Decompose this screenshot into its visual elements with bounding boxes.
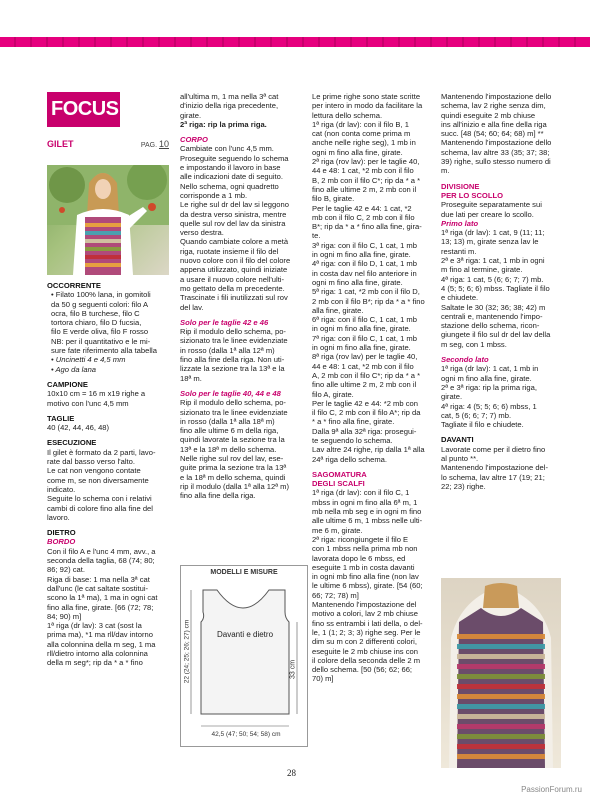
solo2-line: Nelle righe sul rov del lav, ese- xyxy=(180,453,284,463)
c3-line: 6ª riga: con il filo C, 1 cat, 1 mb xyxy=(312,315,417,325)
primo-line: e chiudete. xyxy=(441,293,479,303)
article-title: GILET xyxy=(47,139,74,149)
c3-line: ogni m fino alla fine, girate. xyxy=(312,147,403,157)
c3-line: 8ª riga (rov lav) per le taglie 40, xyxy=(312,352,418,362)
davanti-line: Mantenendo l'impostazione del- xyxy=(441,463,548,473)
corpo-line: Quando cambiate colore a metà xyxy=(180,237,289,247)
esec-line: lavoro. xyxy=(47,512,70,522)
corpo-line: Nello schema, ogni quadretto xyxy=(180,181,279,191)
esec-line: rate dal basso verso l'alto. xyxy=(47,457,135,467)
primo-line: 4 (5; 5; 6; 6) mbss. Tagliate il filo xyxy=(441,283,550,293)
sagomatura-title: SAGOMATURA xyxy=(312,469,367,479)
column-3 xyxy=(312,92,434,684)
solo1-line: fino alla fine della riga. Non uti- xyxy=(180,355,285,365)
page-ref-number: 10 xyxy=(158,139,169,149)
sago-line: motivo a colori, lav 2 mb chiuse xyxy=(312,609,418,619)
c3-line: 24ª riga dello schema. xyxy=(312,454,387,464)
corpo-line: appena utilizzato, quindi iniziate xyxy=(180,265,288,275)
c3-line: alla fine, girate. xyxy=(312,305,364,315)
camp-line: motivo con l'unc 4,5 mm xyxy=(47,398,129,408)
sagomatura-title-2: DEGLI SCALFI xyxy=(312,479,365,489)
solo1-line: Rip il modulo dello schema, po- xyxy=(180,327,286,337)
solo1-line: in rosso (dalla 1ª alla 12ª m) xyxy=(180,345,275,355)
sago-line: con 1 mbss nella prima mb non xyxy=(312,544,418,554)
c3-line: * a * fino alla fine, girate. xyxy=(312,417,395,427)
primo-line: 1ª riga (dr lav): 1 cat, 9 (11; 11; xyxy=(441,228,545,238)
primo-line: 4ª riga: 1 cat, 5 (6; 6; 7; 7) mb. xyxy=(441,274,544,284)
bordo-line: 84; 90) m] xyxy=(47,611,82,621)
sago-line: Mantenendo l'impostazione del xyxy=(312,600,417,610)
corpo-line: Le righe sul dr del lav si leggono xyxy=(180,200,289,210)
c4-line: schema, lav 2 righe senza dim, xyxy=(441,101,546,111)
c3-line: il filo C, 2 mb con il filo A*; rip da xyxy=(312,408,421,418)
primo-line: 13; 13) m, girate senza lav le xyxy=(441,237,539,247)
diagram-title: MODELLI E MISURE xyxy=(210,569,278,576)
solo2-line: in rosso (dalla 1ª alla 18ª m) xyxy=(180,416,275,426)
bordo-line: rll/dietro intorno alla colonnina xyxy=(47,648,148,658)
c2-line: all'ultima m, 1 ma nella 3ª cat xyxy=(180,92,279,101)
sago-line: eseguite 1 mb in costa davanti xyxy=(312,562,415,572)
c2-line: 2ª riga: rip la prima riga. xyxy=(180,119,267,129)
sago-line: mbss in ogni m fino alla 6ª m, 1 xyxy=(312,497,418,507)
secondo-line: cat, 5 (6; 6; 7; 7) mb. xyxy=(441,410,512,420)
c3-line: fino alle ultime 2 m, 2 mb con il xyxy=(312,380,417,390)
c3-line: Per le taglie 42 e 44: *2 mb con xyxy=(312,398,418,408)
sago-line: me 6 m, girate. xyxy=(312,525,363,535)
secondo-lato-title: Secondo lato xyxy=(441,355,489,365)
bordo-line: 1ª riga (dr lav): 3 cat (sost la xyxy=(47,621,142,631)
page-ref xyxy=(141,140,169,150)
primo-line: Saltate le 30 (32; 36; 38; 42) m xyxy=(441,302,546,312)
section-title-box xyxy=(47,92,120,127)
solo1-line: sizionato tra le linee evidenziate xyxy=(180,336,288,346)
solo2-line: 13ª e la 18ª m dello schema. xyxy=(180,444,277,454)
corpo-line: a usare il nuovo colore nell'ulti- xyxy=(180,274,285,284)
campione-title: CAMPIONE xyxy=(47,379,88,389)
secondo-line: girate. xyxy=(441,392,463,402)
c3-line: 5ª riga: 1 cat, *2 mb con il filo D, xyxy=(312,287,420,297)
solo1-line: 18ª m. xyxy=(180,373,202,383)
occ-line: tortora chiaro, filo D fucsia, xyxy=(51,318,142,328)
esec-line: Le cat non vengono contate xyxy=(47,466,141,476)
corpo-line: corrisponde a 1 mb. xyxy=(180,190,248,200)
c3-line: mb con il filo C, 2 mb con il filo xyxy=(312,212,415,222)
c3-line: B*; rip da * a * fino alla fine, gira- xyxy=(312,222,422,232)
div-line: Proseguite separatamente sui xyxy=(441,200,542,210)
occ-line: ocra, filo B turchese, filo C xyxy=(51,308,140,318)
corpo-line: Trascinate i fili inutilizzati sul rov xyxy=(180,293,288,303)
bordo-line: Riga di base: 1 ma nella 3ª cat xyxy=(47,574,150,584)
c3-line: cat (non conta come prima m xyxy=(312,129,411,139)
bordo-line: dall'unc (le cat saltate sostitui- xyxy=(47,583,149,593)
solo1-title: Solo per le taglie 42 e 46 xyxy=(180,317,269,327)
c3-line: fino alle ultime 2 m, 2 mb con il xyxy=(312,184,417,194)
corpo-line: e impostando il lavoro in base xyxy=(180,163,281,173)
c3-line: 7ª riga: con il filo C, 1 cat, 1 mb xyxy=(312,333,417,343)
bordo-line: Con il filo A e l'unc 4 mm, avv., a xyxy=(47,546,156,556)
c3-line: 2 mb con il filo B*; rip da * a * fino xyxy=(312,296,425,306)
c3-line: te seguendo lo schema. xyxy=(312,435,393,445)
corpo-line: nuovo colore con il filo del colore xyxy=(180,256,291,266)
secondo-line: 2ª e 3ª riga: rip la prima riga, xyxy=(441,382,537,392)
watermark: PassionForum.ru xyxy=(521,785,582,794)
c3-line: 3ª riga: con il filo C, 1 cat, 1 mb xyxy=(312,240,417,250)
top-stripe xyxy=(0,37,590,47)
occorrente-title: OCCORRENTE xyxy=(47,281,102,290)
sago-line: in ogni mb fino alla fine (non lav xyxy=(312,572,419,582)
dietro-title: DIETRO xyxy=(47,528,76,538)
c4-line: schema, lav altre 33 (35; 37; 38; xyxy=(441,147,550,157)
c4-line: 39) righe, sullo stesso numero di xyxy=(441,157,551,167)
bordo-line: 86; 92) cat. xyxy=(47,565,85,575)
c3-line: Dalla 9ª alla 32ª riga: prosegui- xyxy=(312,426,417,436)
c3-line: 44 e 48: 1 cat, *2 mb con il filo xyxy=(312,361,414,371)
diagram-right-measure: 33 cm xyxy=(289,659,297,680)
c3-line: 2ª riga (rov lav): per le taglie 40, xyxy=(312,157,420,167)
esec-line: indicato. xyxy=(47,484,76,494)
c3-line: anche nelle righe seg), 1 mb in xyxy=(312,138,416,148)
page-ref-label: PAG. xyxy=(140,142,158,149)
solo2-line: fino alla fine della riga. xyxy=(180,491,256,501)
c3-line: in ogni m fino alla fine, girate. xyxy=(312,324,411,334)
camp-line: 10x10 cm = 16 m x19 righe a xyxy=(47,389,146,399)
primo-line: restanti m. xyxy=(441,246,477,256)
sago-line: dello schema. [50 (56; 62; 66; xyxy=(312,665,413,675)
solo2-line: fino alle ultime 6 m della riga, xyxy=(180,426,279,436)
davanti-title: DAVANTI xyxy=(441,435,474,445)
solo1-line: lizzate la sezione tra la 13ª e la xyxy=(180,364,285,374)
section-title: FOCUS xyxy=(51,98,119,120)
corpo-line: quelle sul rov del lav da sinistra xyxy=(180,218,286,228)
bordo-line: fino alla fine, girate. [66 (72; 78; xyxy=(47,602,154,612)
sago-line: lavorata dopo le 6 mbss, ed xyxy=(312,553,406,563)
bordo-line: scono la 1ª ma), 1 ma in ogni cat xyxy=(47,593,158,603)
c3-line: A, 2 mb con il filo C*; rip da * a * xyxy=(312,370,421,380)
occ-line: NB: per il quantitativo e le mi- xyxy=(51,336,151,346)
davanti-line: lo schema, lav altre 17 (19; 21; xyxy=(441,472,545,482)
sago-line: alle ultime 6 m, 1 mbss nelle ulti- xyxy=(312,516,423,526)
c2-line: girate. xyxy=(180,110,202,120)
occ-line: • Ago da lana xyxy=(51,364,97,374)
occ-line: da 50 g seguenti colori: filo A xyxy=(51,299,149,309)
bordo-line: alla colonnina della m seg, 1 ma xyxy=(47,639,156,649)
solo2-line: e la 18ª m dello schema, quindi xyxy=(180,472,286,482)
corpo-title: CORPO xyxy=(180,135,208,145)
c3-line: 1ª riga (dr lav): con il filo B, 1 xyxy=(312,119,409,129)
primo-line: m seg, con 1 mbss. xyxy=(441,339,507,349)
c3-line: in ogni m fino alla fine, girate. xyxy=(312,250,411,260)
sago-line: eseguite le 2 mb chiuse ins con xyxy=(312,646,418,656)
column-1-text xyxy=(47,281,171,668)
primo-line: m fino al termine, girate. xyxy=(441,265,523,275)
sago-line: mb nella mb seg e in ogni m fino xyxy=(312,507,422,517)
solo2-line: guite prima la sezione tra la 13ª xyxy=(180,463,287,473)
occ-line: • Uncinetti 4 e 4,5 mm xyxy=(51,355,126,365)
c3-line: Lav altre 24 righe, rip dalla 1ª alla xyxy=(312,445,425,455)
div-line: due lati per creare lo scollo. xyxy=(441,209,534,219)
measurements-diagram xyxy=(180,565,308,747)
bordo-title: BORDO xyxy=(47,537,76,547)
sago-line: le ultime 6 mbss), girate. [54 (60; xyxy=(312,581,423,591)
taglie-line: 40 (42, 44, 46, 48) xyxy=(47,423,110,433)
c4-line: quindi eseguite 2 mb chiuse xyxy=(441,110,536,120)
c3-line: per intero in modo da facilitare la xyxy=(312,101,423,111)
sago-line: 2ª riga: ricongiungete il filo E xyxy=(312,534,409,544)
c3-line: te. xyxy=(312,231,321,241)
back-view-graphic xyxy=(441,578,561,768)
corpo-line: riga, ruotate insieme il filo del xyxy=(180,246,279,256)
primo-lato-title: Primo lato xyxy=(441,218,479,228)
sago-line: le, 1 (1; 2; 3; 3) righe seg. Per le xyxy=(312,627,421,637)
bordo-line: seconda della taglia, 68 (74; 80; xyxy=(47,556,155,566)
occ-line: sure fate riferimento alla tabella xyxy=(51,346,157,356)
c3-line: Per le taglie 42 e 44: 1 cat, *2 xyxy=(312,203,412,213)
c4-line: m. xyxy=(441,166,450,176)
sago-line: dim su m con 2 differenti colori, xyxy=(312,637,417,647)
c3-line: B, 2 mb con il filo C*; rip da * a * xyxy=(312,175,421,185)
sago-line: fino ss entrambi i lati della, o del- xyxy=(312,618,423,628)
column-2 xyxy=(180,92,304,500)
sago-line: 1ª riga (dr lav): con il filo C, 1 xyxy=(312,488,410,498)
solo2-title: Solo per le taglie 40, 44 e 48 xyxy=(180,388,281,398)
c3-line: filo B, girate. xyxy=(312,194,355,204)
corpo-line: da destra verso sinistra, mentre xyxy=(180,209,287,219)
diagram-shape xyxy=(181,578,307,738)
diagram-bottom-measure: 42,5 (47; 50; 54; 58) cm xyxy=(211,731,281,738)
diagram-label: Davanti e dietro xyxy=(216,630,274,639)
c4-line: succ. [48 (54; 60; 64; 68) m] ** xyxy=(441,129,544,139)
column-1 xyxy=(47,140,169,152)
secondo-line: Tagliate il filo e chiudete. xyxy=(441,420,524,430)
c4-line: Mantenendo l'impostazione dello xyxy=(441,138,552,148)
occ-line: filo E verde oliva, filo F rosso xyxy=(51,327,149,337)
primo-line: centrali e, mantenendo l'impo- xyxy=(441,311,543,321)
c3-line: Le prime righe sono state scritte xyxy=(312,92,421,101)
c3-line: 44 e 48: 1 cat, *2 mb con il filo xyxy=(312,166,414,176)
c3-line: in ogni m fino alla fine, girate. xyxy=(312,343,411,353)
c3-line: 4ª riga: con il filo D, 1 cat, 1 mb xyxy=(312,259,417,269)
sago-line: 66; 72; 78) m] xyxy=(312,590,359,600)
model-photo xyxy=(47,165,169,275)
solo2-line: Rip il modulo dello schema, po- xyxy=(180,398,286,408)
esec-line: cambi di colore fino alla fine del xyxy=(47,503,153,513)
secondo-line: ogni m fino alla fine, girate. xyxy=(441,373,532,383)
corpo-line: Cambiate con l'unc 4,5 mm. xyxy=(180,144,274,154)
esecuzione-title: ESECUZIONE xyxy=(47,438,97,448)
diagram-left-measure: 22 (24; 25; 26; 27) cm xyxy=(183,619,191,684)
solo2-line: rip il modulo (dalla 1ª alla 12ª m) xyxy=(180,481,290,491)
corpo-line: alle indicazioni date di seguito. xyxy=(180,172,284,182)
taglie-title: TAGLIE xyxy=(47,413,75,423)
c2-line: d'inizio della riga precedente, xyxy=(180,101,279,111)
secondo-line: 4ª riga: 4 (5; 5; 6; 6) mbss, 1 xyxy=(441,401,537,411)
corpo-line: del lav. xyxy=(180,302,204,312)
column-4 xyxy=(441,92,563,491)
solo2-line: sizionato tra le linee evidenziate xyxy=(180,407,288,417)
sago-line: 70) m] xyxy=(312,674,334,684)
bordo-line: della m seg*; rip da * a * fino xyxy=(47,658,143,668)
page-number: 28 xyxy=(287,768,296,778)
occ-line: • Filato 100% lana, in gomitoli xyxy=(51,290,151,300)
c4-line: Mantenendo l'impostazione dello xyxy=(441,92,552,101)
c3-line: filo A, girate. xyxy=(312,389,354,399)
corpo-line: Proseguite seguendo lo schema xyxy=(180,153,289,163)
davanti-line: 22; 23) righe. xyxy=(441,481,486,491)
back-view-photo xyxy=(441,578,561,768)
secondo-line: 1ª riga (dr lav): 1 cat, 1 mb in xyxy=(441,364,539,374)
c4-line: ins all'inizio e alla fine della riga xyxy=(441,119,547,129)
c3-line: ogni m fino alla fine, girate. xyxy=(312,277,403,287)
esec-line: Il gilet è formato da 2 parti, lavo- xyxy=(47,447,156,457)
esec-line: come m, se non diversamente xyxy=(47,475,149,485)
model-photo-graphic xyxy=(47,165,169,275)
divisione-title-2: PER LO SCOLLO xyxy=(441,190,504,200)
corpo-line: verso destra. xyxy=(180,228,224,238)
divisione-title: DIVISIONE xyxy=(441,181,480,191)
c3-line: lettura dello schema. xyxy=(312,110,383,120)
primo-line: giungete il filo sul dr del lav della xyxy=(441,330,551,340)
c3-line: in costa dav nel filo anteriore in xyxy=(312,268,417,278)
sago-line: il colore della seconda delle 2 m xyxy=(312,655,421,665)
primo-line: stazione dello schema, ricon- xyxy=(441,321,540,331)
davanti-line: al punto **. xyxy=(441,453,479,463)
esec-line: Seguite lo schema con i relativi xyxy=(47,494,152,504)
corpo-line: mo gettato della m precedente. xyxy=(180,283,285,293)
davanti-line: Lavorate come per il dietro fino xyxy=(441,444,546,454)
bordo-line: prima ma), *1 ma rll/dav intorno xyxy=(47,630,153,640)
primo-line: 2ª e 3ª riga: 1 cat, 1 mb in ogni xyxy=(441,256,545,266)
solo2-line: quindi lavorate la sezione tra la xyxy=(180,435,285,445)
